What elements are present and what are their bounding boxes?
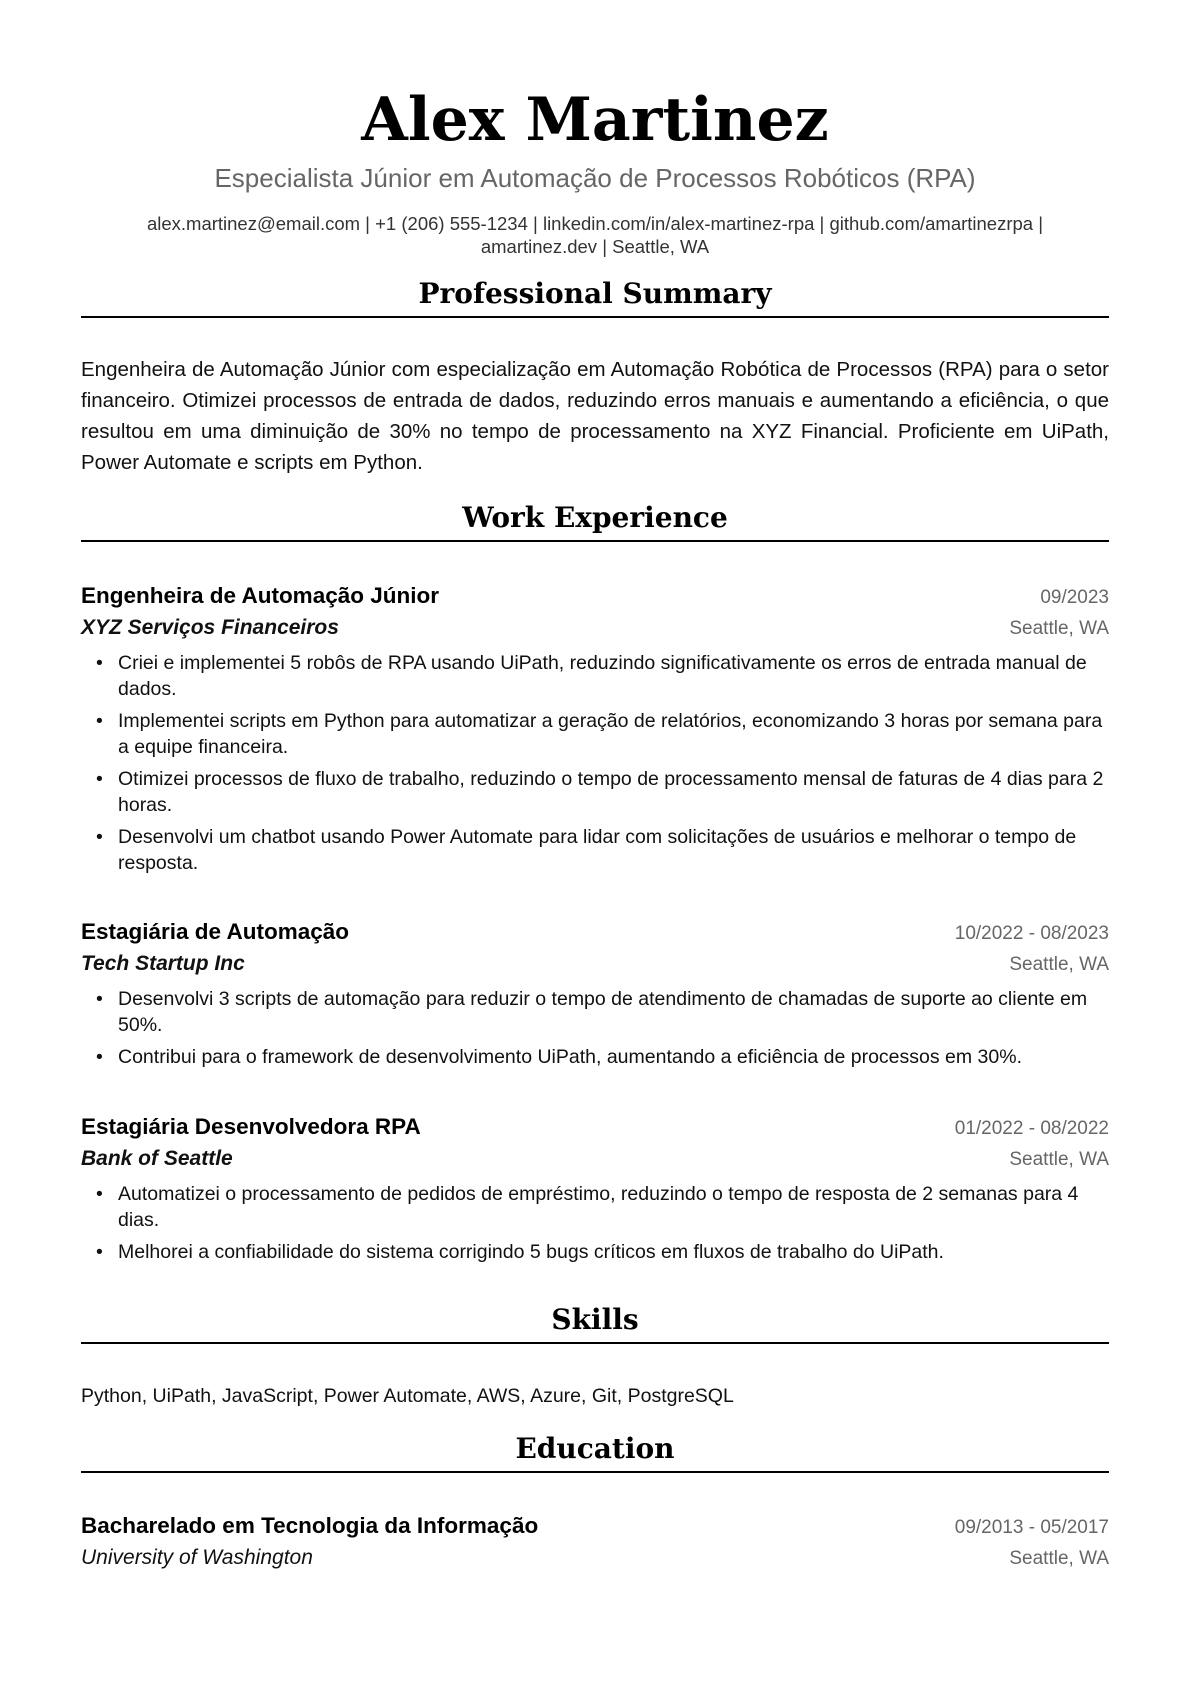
job-location: Seattle, WA: [1009, 954, 1109, 975]
bullet-item: • Automatizei o processamento de pedidos de empréstimo, reduzindo o tempo de resposta de 2 semanas para 4 dias.: [81, 1181, 1109, 1233]
company-name: XYZ Serviços Financeiros: [81, 616, 339, 639]
job-entry: [81, 917, 1109, 1076]
section-heading-education: Education: [81, 1431, 1109, 1473]
contact-info: [90, 212, 1100, 258]
bullet-item: • Desenvolvi 3 scripts de automação para reduzir o tempo de atendimento de chamadas de suporte ao cliente em 50%.: [81, 986, 1109, 1038]
candidate-name: Alex Martinez: [361, 85, 829, 155]
job-bullets: [81, 986, 1109, 1070]
job-title: Estagiária de Automação: [81, 919, 350, 944]
job-location: Seattle, WA: [1009, 618, 1109, 639]
education-location: Seattle, WA: [1009, 1548, 1109, 1569]
bullet-item: • Implementei scripts em Python para automatizar a geração de relatórios, economizando 3 horas por semana para a equipe financeira.: [81, 708, 1109, 760]
job-entry: [81, 1112, 1109, 1271]
job-bullets: [81, 1181, 1109, 1265]
company-name: Tech Startup Inc: [81, 952, 245, 975]
bullet-item: • Otimizei processos de fluxo de trabalho, reduzindo o tempo de processamento mensal de faturas de 4 dias para 2 horas.: [81, 766, 1109, 818]
bullet-item: • Melhorei a confiabilidade do sistema corrigindo 5 bugs críticos em fluxos de trabalho do UiPath.: [81, 1239, 1109, 1265]
job-date: 10/2022 - 08/2023: [954, 923, 1109, 944]
bullet-item: • Contribui para o framework de desenvolvimento UiPath, aumentando a eficiência de processos em 30%.: [81, 1044, 1109, 1070]
job-title: Engenheira de Automação Júnior: [81, 583, 439, 608]
section-heading-summary: Professional Summary: [81, 276, 1109, 318]
education-date: 09/2013 - 05/2017: [954, 1517, 1109, 1538]
contact-line-1: alex.martinez@email.com | +1 (206) 555-1234 | linkedin.com/in/alex-martinez-rpa | github.com/amartinezrpa |: [146, 213, 1044, 234]
bullet-item: • Desenvolvi um chatbot usando Power Automate para lidar com solicitações de usuários e melhorar o tempo de resposta.: [81, 824, 1109, 876]
candidate-title: Especialista Júnior em Automação de Processos Robóticos (RPA): [214, 163, 976, 193]
job-location: Seattle, WA: [1009, 1149, 1109, 1170]
summary-text: Engenheira de Automação Júnior com especialização em Automação Robótica de Processos (RPA) para o setor financeiro. Otimizei processos de entrada de dados, reduzindo erros manuais e aumentando a eficiência, o que resultou em uma diminuição de 30% no tempo de processamento na XYZ Financial. Proficiente em UiPath, Power Automate e scripts em Python.: [81, 358, 1109, 474]
bullet-item: • Criei e implementei 5 robôs de RPA usando UiPath, reduzindo significativamente os erros de entrada manual de dados.: [81, 650, 1109, 702]
section-heading-skills: Skills: [81, 1302, 1109, 1344]
education-entry: [81, 1511, 1109, 1574]
job-title: Estagiária Desenvolvedora RPA: [81, 1114, 421, 1139]
section-heading-experience: Work Experience: [81, 500, 1109, 542]
skills-list: Python, UiPath, JavaScript, Power Automate, AWS, Azure, Git, PostgreSQL: [81, 1385, 734, 1407]
job-entry: [81, 581, 1109, 882]
contact-line-2: amartinez.dev | Seattle, WA: [480, 236, 710, 257]
degree-title: Bacharelado em Tecnologia da Informação: [81, 1513, 539, 1538]
job-date: 01/2022 - 08/2022: [954, 1118, 1109, 1139]
school-name: University of Washington: [81, 1546, 313, 1569]
job-bullets: [81, 650, 1109, 876]
job-date: 09/2023: [1040, 587, 1109, 608]
company-name: Bank of Seattle: [81, 1147, 233, 1170]
